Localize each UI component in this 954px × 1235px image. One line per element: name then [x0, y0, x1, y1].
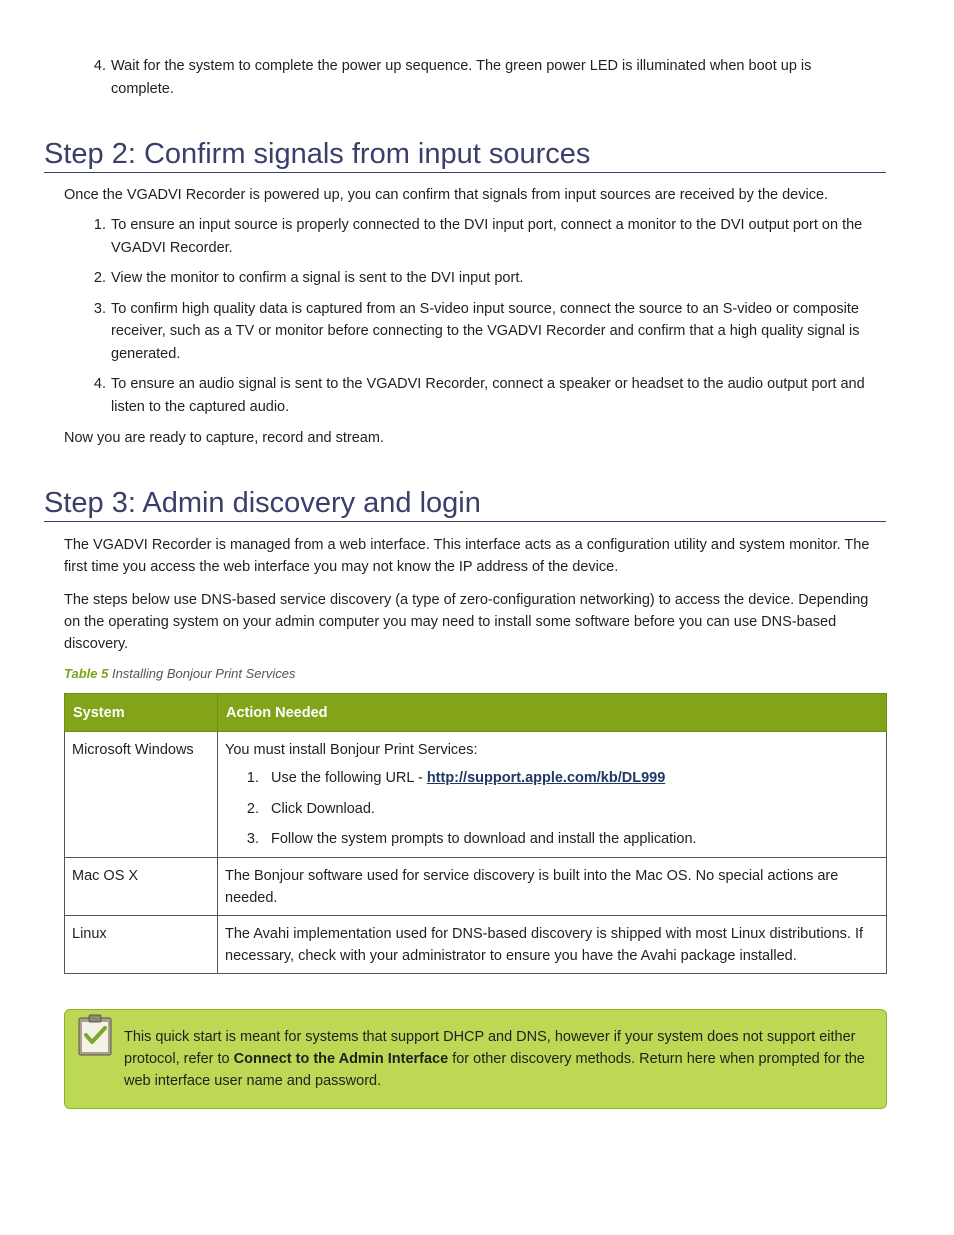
column-header-system: System — [65, 694, 218, 732]
list-number: 4. — [93, 376, 106, 392]
table-row — [65, 857, 887, 915]
list-number: 4. — [93, 58, 106, 74]
list-item — [225, 767, 879, 790]
note-text-after: for other discovery methods. Return here when prompted for the web interface user name and password. — [124, 1051, 865, 1089]
list-item — [225, 798, 879, 821]
list-item — [225, 828, 879, 851]
table-caption-label: Table 5 — [64, 666, 109, 681]
step3-heading: Step 3: Admin discovery and login — [44, 485, 886, 522]
bonjour-table — [64, 693, 887, 974]
note-text — [124, 1026, 874, 1092]
list-number: 1. — [93, 217, 106, 233]
table-cell-action — [218, 732, 887, 858]
table-row — [65, 915, 887, 973]
list-number: 3. — [93, 300, 106, 317]
list-item — [86, 55, 876, 100]
table-caption-text: Installing Bonjour Print Services — [111, 666, 296, 681]
list-item — [86, 214, 880, 259]
table-caption — [64, 666, 295, 681]
table-cell-action: The Avahi implementation used for DNS-based discovery is shipped with most Linux distributions. If necessary, check with your administrator to ensure you have the Avahi package installed. — [218, 915, 887, 973]
list-text: View the monitor to confirm a signal is sent to the DVI input port. — [111, 270, 524, 286]
step2-intro: Once the VGADVI Recorder is powered up, you can confirm that signals from input sources are received by the device. — [64, 187, 829, 203]
action-steps-list — [225, 767, 879, 851]
note-box — [64, 1009, 887, 1109]
column-header-action: Action Needed — [218, 694, 887, 732]
list-text: Click Download. — [271, 800, 375, 817]
step2-heading: Step 2: Confirm signals from input sources — [44, 136, 886, 173]
list-number: 2. — [246, 800, 259, 817]
action-intro: You must install Bonjour Print Services: — [225, 742, 478, 758]
list-text: To ensure an audio signal is sent to the VGADVI Recorder, connect a speaker or headset to the audio output port and listen to the captured audio. — [111, 376, 865, 415]
table-header-row — [65, 694, 887, 732]
bonjour-download-link[interactable]: http://support.apple.com/kb/DL999 — [426, 770, 666, 786]
list-text-prefix: Use the following URL - — [271, 770, 427, 786]
table-cell-action: The Bonjour software used for service discovery is built into the Mac OS. No special actions are needed. — [218, 857, 887, 915]
step2-list — [86, 214, 880, 426]
list-number: 2. — [93, 270, 106, 286]
list-item — [86, 373, 880, 418]
note-text-before: This quick start is meant for systems that support DHCP and DNS, however if your system does not support either protocol, refer to — [124, 1029, 856, 1067]
step3-paragraph-1: The VGADVI Recorder is managed from a web interface. This interface acts as a configuration utility and system monitor. The first time you access the web interface you may not know the IP address of the device. — [64, 537, 870, 575]
clipboard-check-icon — [77, 1013, 113, 1057]
table-cell-system: Microsoft Windows — [65, 732, 218, 858]
admin-interface-link[interactable]: Connect to the Admin Interface — [233, 1051, 449, 1067]
step2-outro: Now you are ready to capture, record and stream. — [64, 430, 384, 446]
list-number: 1. — [246, 770, 259, 786]
step3-paragraph-2: The steps below use DNS-based service discovery (a type of zero-configuration networking) to access the device. Depending on the operating system on your admin computer you may need to install some software before you can use DNS-based discovery. — [64, 592, 869, 652]
list-text: Follow the system prompts to download and install the application. — [271, 831, 697, 847]
list-text: Wait for the system to complete the power up sequence. The green power LED is illuminated when boot up is complete. — [111, 58, 812, 97]
table-cell-system: Mac OS X — [65, 857, 218, 915]
list-text — [225, 767, 879, 790]
list-text: To ensure an input source is properly connected to the DVI input port, connect a monitor to the DVI output port on the VGADVI Recorder. — [111, 217, 863, 256]
list-text: To confirm high quality data is captured from an S-video input source, connect the source to an S-video or composite receiver, such as a TV or monitor before connecting to the VGADVI Recorder and confirm that a high quality signal is generated. — [111, 300, 860, 362]
list-number: 3. — [246, 831, 259, 847]
list-item — [86, 298, 880, 366]
table-row — [65, 732, 887, 858]
table-cell-system: Linux — [65, 915, 218, 973]
list-item — [86, 267, 880, 290]
